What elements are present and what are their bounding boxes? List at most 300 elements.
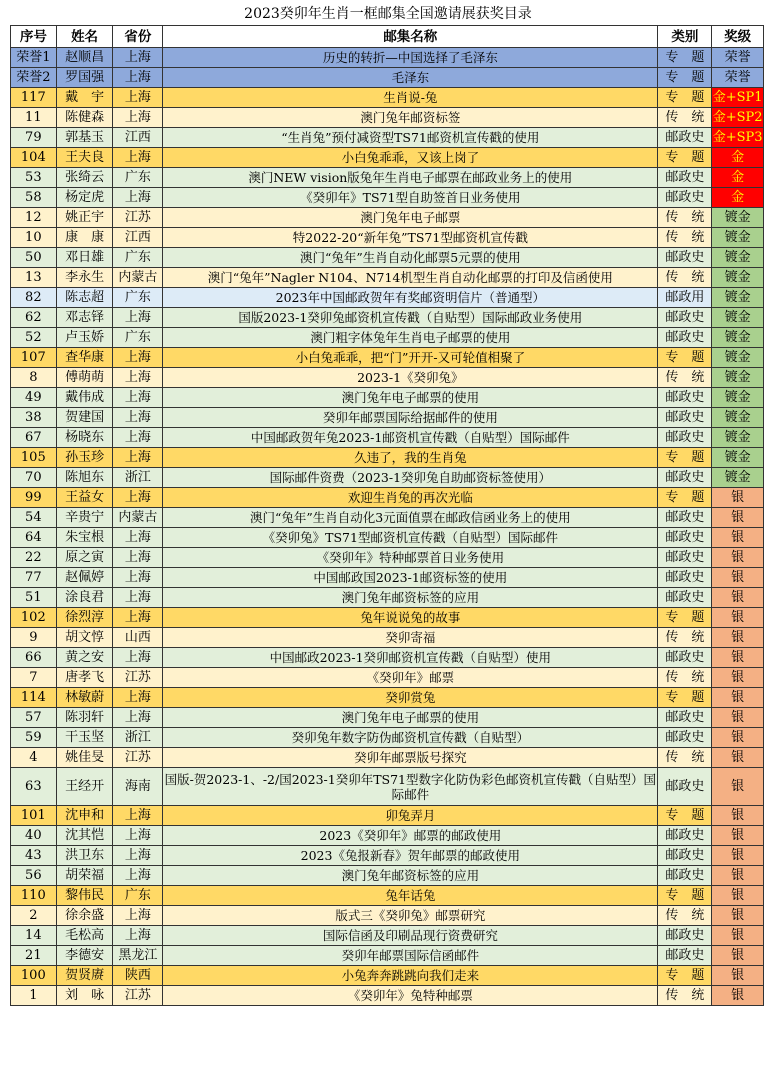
- cell-exhibit-title: 2023《兔报新春》贺年邮票的邮政使用: [163, 846, 658, 866]
- cell-award: 镀金: [712, 268, 764, 288]
- table-row: [11, 648, 764, 668]
- cell-name: 赵顺昌: [56, 48, 113, 68]
- table-row: [11, 448, 764, 468]
- cell-no: 59: [11, 728, 57, 748]
- cell-award: 荣誉: [712, 68, 764, 88]
- cell-category: 专 题: [658, 148, 712, 168]
- cell-name: 胡文惇: [56, 628, 113, 648]
- cell-category: 邮政用: [658, 288, 712, 308]
- cell-category: 邮政史: [658, 428, 712, 448]
- cell-award: 镀金: [712, 468, 764, 488]
- cell-no: 14: [11, 926, 57, 946]
- cell-award: 镀金: [712, 248, 764, 268]
- cell-category: 传 统: [658, 368, 712, 388]
- cell-exhibit-title: 2023年中国邮政贺年有奖邮资明信片（普通型）: [163, 288, 658, 308]
- cell-name: 姚佳旻: [56, 748, 113, 768]
- cell-province: 上海: [113, 528, 163, 548]
- cell-no: 49: [11, 388, 57, 408]
- cell-category: 专 题: [658, 608, 712, 628]
- cell-province: 上海: [113, 308, 163, 328]
- cell-exhibit-title: 澳门兔年电子邮票: [163, 208, 658, 228]
- cell-award: 银: [712, 946, 764, 966]
- cell-category: 传 统: [658, 906, 712, 926]
- table-row: [11, 48, 764, 68]
- table-row: [11, 528, 764, 548]
- cell-no: 1: [11, 986, 57, 1006]
- cell-award: 银: [712, 906, 764, 926]
- cell-category: 邮政史: [658, 328, 712, 348]
- cell-exhibit-title: 澳门“兔年”生肖自动化3元面值票在邮政信函业务上的使用: [163, 508, 658, 528]
- cell-exhibit-title: 国版2023-1癸卯兔邮资机宣传戳（自贴型）国际邮政业务使用: [163, 308, 658, 328]
- cell-exhibit-title: 癸卯兔年数字防伪邮资机宣传戳（自贴型）: [163, 728, 658, 748]
- cell-name: 姚正宇: [56, 208, 113, 228]
- table-row: [11, 768, 764, 806]
- header-name: 姓名: [56, 26, 113, 48]
- cell-no: 10: [11, 228, 57, 248]
- cell-category: 专 题: [658, 488, 712, 508]
- cell-no: 52: [11, 328, 57, 348]
- cell-award: 银: [712, 728, 764, 748]
- header-exhibit-title: 邮集名称: [163, 26, 658, 48]
- cell-no: 107: [11, 348, 57, 368]
- cell-exhibit-title: 中国邮政贺年兔2023-1邮资机宣传戳（自贴型）国际邮件: [163, 428, 658, 448]
- cell-name: 原之寅: [56, 548, 113, 568]
- cell-award: 银: [712, 568, 764, 588]
- cell-exhibit-title: 《癸卯年》兔特种邮票: [163, 986, 658, 1006]
- cell-no: 82: [11, 288, 57, 308]
- cell-no: 40: [11, 826, 57, 846]
- cell-exhibit-title: 2023-1《癸卯兔》: [163, 368, 658, 388]
- cell-province: 上海: [113, 806, 163, 826]
- cell-no: 105: [11, 448, 57, 468]
- cell-category: 传 统: [658, 208, 712, 228]
- cell-award: 金+SP2: [712, 108, 764, 128]
- cell-province: 江苏: [113, 668, 163, 688]
- cell-no: 11: [11, 108, 57, 128]
- cell-province: 上海: [113, 408, 163, 428]
- cell-award: 银: [712, 806, 764, 826]
- cell-exhibit-title: 《癸卯年》TS71型自助签首日业务使用: [163, 188, 658, 208]
- cell-exhibit-title: 国际信函及印刷品现行资费研究: [163, 926, 658, 946]
- cell-category: 专 题: [658, 966, 712, 986]
- cell-award: 银: [712, 846, 764, 866]
- cell-category: 邮政史: [658, 866, 712, 886]
- cell-name: 王夫良: [56, 148, 113, 168]
- cell-category: 传 统: [658, 108, 712, 128]
- table-row: [11, 806, 764, 826]
- table-row: [11, 846, 764, 866]
- cell-name: 陈志超: [56, 288, 113, 308]
- cell-province: 广东: [113, 248, 163, 268]
- cell-exhibit-title: 国版-贺2023-1、-2/国2023-1癸卯年TS71型数字化防伪彩色邮资机宣传戳（自贴型）国际邮件: [163, 768, 658, 806]
- cell-name: 黄之安: [56, 648, 113, 668]
- cell-name: 洪卫东: [56, 846, 113, 866]
- cell-name: 刘 咏: [56, 986, 113, 1006]
- cell-no: 43: [11, 846, 57, 866]
- cell-province: 上海: [113, 866, 163, 886]
- cell-exhibit-title: 澳门兔年电子邮票的使用: [163, 388, 658, 408]
- cell-name: 陈旭东: [56, 468, 113, 488]
- cell-province: 上海: [113, 48, 163, 68]
- cell-category: 邮政史: [658, 188, 712, 208]
- cell-category: 邮政史: [658, 388, 712, 408]
- cell-name: 涂良君: [56, 588, 113, 608]
- cell-exhibit-title: 欢迎生肖兔的再次光临: [163, 488, 658, 508]
- table-row: [11, 68, 764, 88]
- cell-exhibit-title: 《癸卯兔》TS71型邮资机宣传戳（自贴型）国际邮件: [163, 528, 658, 548]
- cell-no: 12: [11, 208, 57, 228]
- cell-province: 内蒙古: [113, 268, 163, 288]
- cell-name: 王益女: [56, 488, 113, 508]
- cell-category: 专 题: [658, 886, 712, 906]
- cell-name: 干玉坚: [56, 728, 113, 748]
- cell-name: 唐孝飞: [56, 668, 113, 688]
- cell-category: 邮政史: [658, 588, 712, 608]
- cell-exhibit-title: 癸卯年邮票版号探究: [163, 748, 658, 768]
- cell-name: 徐烈淳: [56, 608, 113, 628]
- cell-no: 荣誉2: [11, 68, 57, 88]
- cell-province: 江西: [113, 228, 163, 248]
- cell-award: 镀金: [712, 388, 764, 408]
- cell-no: 21: [11, 946, 57, 966]
- cell-award: 镀金: [712, 448, 764, 468]
- cell-award: 银: [712, 628, 764, 648]
- cell-no: 63: [11, 768, 57, 806]
- cell-no: 2: [11, 906, 57, 926]
- table-row: [11, 388, 764, 408]
- table-row: [11, 188, 764, 208]
- cell-category: 邮政史: [658, 168, 712, 188]
- cell-province: 上海: [113, 608, 163, 628]
- cell-award: 金+SP3: [712, 128, 764, 148]
- cell-award: 银: [712, 688, 764, 708]
- cell-award: 镀金: [712, 328, 764, 348]
- table-row: [11, 468, 764, 488]
- cell-award: 银: [712, 668, 764, 688]
- cell-category: 邮政史: [658, 946, 712, 966]
- cell-exhibit-title: 澳门兔年邮资标签的应用: [163, 588, 658, 608]
- cell-no: 4: [11, 748, 57, 768]
- cell-province: 上海: [113, 488, 163, 508]
- cell-award: 镀金: [712, 308, 764, 328]
- award-table: [10, 25, 764, 1006]
- cell-award: 镀金: [712, 288, 764, 308]
- cell-award: 银: [712, 966, 764, 986]
- cell-category: 传 统: [658, 986, 712, 1006]
- cell-category: 邮政史: [658, 926, 712, 946]
- cell-exhibit-title: 癸卯寄福: [163, 628, 658, 648]
- cell-province: 内蒙古: [113, 508, 163, 528]
- cell-name: 陈健森: [56, 108, 113, 128]
- table-row: [11, 328, 764, 348]
- cell-award: 银: [712, 648, 764, 668]
- table-row: [11, 588, 764, 608]
- cell-exhibit-title: 澳门兔年邮资标签的应用: [163, 866, 658, 886]
- cell-award: 银: [712, 588, 764, 608]
- table-row: [11, 488, 764, 508]
- cell-no: 56: [11, 866, 57, 886]
- table-row: [11, 508, 764, 528]
- cell-award: 银: [712, 986, 764, 1006]
- cell-province: 上海: [113, 588, 163, 608]
- cell-name: 邓志铎: [56, 308, 113, 328]
- cell-province: 上海: [113, 926, 163, 946]
- cell-province: 上海: [113, 88, 163, 108]
- cell-award: 银: [712, 488, 764, 508]
- cell-province: 上海: [113, 648, 163, 668]
- table-row: [11, 608, 764, 628]
- cell-name: 林敏蔚: [56, 688, 113, 708]
- cell-province: 广东: [113, 328, 163, 348]
- cell-name: 杨晓东: [56, 428, 113, 448]
- cell-name: 黎伟民: [56, 886, 113, 906]
- cell-no: 51: [11, 588, 57, 608]
- cell-province: 上海: [113, 448, 163, 468]
- table-row: [11, 628, 764, 648]
- cell-no: 7: [11, 668, 57, 688]
- cell-name: 徐余盛: [56, 906, 113, 926]
- cell-no: 70: [11, 468, 57, 488]
- cell-award: 金: [712, 168, 764, 188]
- page-title: 2023癸卯年生肖一框邮集全国邀请展获奖目录: [244, 6, 532, 22]
- table-row: [11, 866, 764, 886]
- cell-category: 专 题: [658, 448, 712, 468]
- table-row: [11, 348, 764, 368]
- cell-award: 银: [712, 768, 764, 806]
- cell-exhibit-title: 毛泽东: [163, 68, 658, 88]
- cell-category: 专 题: [658, 88, 712, 108]
- cell-exhibit-title: 小兔奔奔跳跳向我们走来: [163, 966, 658, 986]
- cell-exhibit-title: “生肖兔”预付减资型TS71邮资机宣传戳的使用: [163, 128, 658, 148]
- cell-exhibit-title: 特2022-20“新年兔”TS71型邮资机宣传戳: [163, 228, 658, 248]
- cell-category: 邮政史: [658, 708, 712, 728]
- cell-category: 专 题: [658, 688, 712, 708]
- cell-province: 上海: [113, 568, 163, 588]
- cell-no: 102: [11, 608, 57, 628]
- cell-exhibit-title: 生肖说-兔: [163, 88, 658, 108]
- cell-category: 邮政史: [658, 528, 712, 548]
- cell-province: 江苏: [113, 986, 163, 1006]
- cell-province: 上海: [113, 108, 163, 128]
- cell-exhibit-title: 久违了，我的生肖兔: [163, 448, 658, 468]
- table-row: [11, 268, 764, 288]
- cell-no: 64: [11, 528, 57, 548]
- cell-category: 邮政史: [658, 408, 712, 428]
- cell-no: 67: [11, 428, 57, 448]
- cell-no: 114: [11, 688, 57, 708]
- cell-province: 浙江: [113, 468, 163, 488]
- cell-no: 8: [11, 368, 57, 388]
- header-category: 类别: [658, 26, 712, 48]
- cell-exhibit-title: 小白兔乖乖，又该上岗了: [163, 148, 658, 168]
- cell-name: 查华康: [56, 348, 113, 368]
- table-row: [11, 926, 764, 946]
- cell-exhibit-title: 《癸卯年》邮票: [163, 668, 658, 688]
- cell-no: 110: [11, 886, 57, 906]
- cell-category: 传 统: [658, 268, 712, 288]
- cell-no: 77: [11, 568, 57, 588]
- cell-name: 戴伟成: [56, 388, 113, 408]
- cell-name: 罗国强: [56, 68, 113, 88]
- table-row: [11, 248, 764, 268]
- cell-award: 镀金: [712, 348, 764, 368]
- cell-no: 9: [11, 628, 57, 648]
- table-row: [11, 886, 764, 906]
- header-no: 序号: [11, 26, 57, 48]
- cell-award: 银: [712, 748, 764, 768]
- cell-category: 邮政史: [658, 308, 712, 328]
- cell-name: 张绮云: [56, 168, 113, 188]
- cell-category: 邮政史: [658, 728, 712, 748]
- cell-exhibit-title: 中国邮政2023-1癸卯邮资机宣传戳（自贴型）使用: [163, 648, 658, 668]
- cell-category: 传 统: [658, 668, 712, 688]
- cell-province: 上海: [113, 548, 163, 568]
- cell-name: 王经开: [56, 768, 113, 806]
- cell-exhibit-title: 中国邮政国2023-1邮资标签的使用: [163, 568, 658, 588]
- cell-province: 浙江: [113, 728, 163, 748]
- cell-name: 卢玉娇: [56, 328, 113, 348]
- cell-province: 广东: [113, 288, 163, 308]
- table-row: [11, 568, 764, 588]
- cell-name: 胡荣福: [56, 866, 113, 886]
- cell-category: 邮政史: [658, 508, 712, 528]
- cell-exhibit-title: 癸卯年邮票国际给据邮件的使用: [163, 408, 658, 428]
- cell-exhibit-title: 澳门兔年电子邮票的使用: [163, 708, 658, 728]
- cell-name: 杨定虎: [56, 188, 113, 208]
- cell-exhibit-title: 2023《癸卯年》邮票的邮政使用: [163, 826, 658, 846]
- table-row: [11, 108, 764, 128]
- cell-province: 上海: [113, 906, 163, 926]
- cell-award: 镀金: [712, 408, 764, 428]
- cell-no: 58: [11, 188, 57, 208]
- table-row: [11, 208, 764, 228]
- table-row: [11, 986, 764, 1006]
- table-row: [11, 288, 764, 308]
- cell-exhibit-title: 小白兔乖乖，把“门”开开-又可轮值相聚了: [163, 348, 658, 368]
- cell-award: 镀金: [712, 428, 764, 448]
- cell-name: 孙玉珍: [56, 448, 113, 468]
- cell-exhibit-title: 《癸卯年》特种邮票首日业务使用: [163, 548, 658, 568]
- cell-category: 邮政史: [658, 248, 712, 268]
- cell-award: 金: [712, 148, 764, 168]
- cell-name: 沈申和: [56, 806, 113, 826]
- cell-category: 邮政史: [658, 568, 712, 588]
- table-row: [11, 668, 764, 688]
- cell-no: 99: [11, 488, 57, 508]
- table-row: [11, 728, 764, 748]
- table-row: [11, 88, 764, 108]
- cell-no: 53: [11, 168, 57, 188]
- cell-province: 江苏: [113, 208, 163, 228]
- cell-award: 银: [712, 866, 764, 886]
- cell-province: 广东: [113, 168, 163, 188]
- table-row: [11, 708, 764, 728]
- cell-award: 银: [712, 826, 764, 846]
- cell-no: 57: [11, 708, 57, 728]
- cell-category: 传 统: [658, 228, 712, 248]
- table-row: [11, 906, 764, 926]
- cell-exhibit-title: 澳门兔年邮资标签: [163, 108, 658, 128]
- cell-category: 邮政史: [658, 826, 712, 846]
- table-row: [11, 368, 764, 388]
- table-row: [11, 748, 764, 768]
- cell-no: 38: [11, 408, 57, 428]
- table-row: [11, 946, 764, 966]
- cell-category: 专 题: [658, 48, 712, 68]
- cell-award: 银: [712, 548, 764, 568]
- cell-exhibit-title: 澳门粗字体兔年生肖电子邮票的使用: [163, 328, 658, 348]
- cell-award: 银: [712, 508, 764, 528]
- cell-award: 荣誉: [712, 48, 764, 68]
- cell-name: 傅萌萌: [56, 368, 113, 388]
- cell-no: 22: [11, 548, 57, 568]
- cell-award: 镀金: [712, 368, 764, 388]
- cell-category: 专 题: [658, 806, 712, 826]
- cell-name: 辛贵宁: [56, 508, 113, 528]
- cell-no: 104: [11, 148, 57, 168]
- table-row: [11, 548, 764, 568]
- cell-name: 邓日雄: [56, 248, 113, 268]
- header-award: 奖级: [712, 26, 764, 48]
- table-row: [11, 308, 764, 328]
- table-row: [11, 148, 764, 168]
- cell-award: 银: [712, 528, 764, 548]
- table-row: [11, 408, 764, 428]
- cell-no: 62: [11, 308, 57, 328]
- cell-name: 贺建国: [56, 408, 113, 428]
- cell-province: 广东: [113, 886, 163, 906]
- cell-award: 金: [712, 188, 764, 208]
- cell-province: 上海: [113, 846, 163, 866]
- table-row: [11, 966, 764, 986]
- cell-category: 邮政史: [658, 128, 712, 148]
- cell-category: 邮政史: [658, 468, 712, 488]
- cell-no: 荣誉1: [11, 48, 57, 68]
- cell-category: 传 统: [658, 748, 712, 768]
- cell-award: 镀金: [712, 208, 764, 228]
- cell-category: 专 题: [658, 68, 712, 88]
- cell-name: 贺贤赓: [56, 966, 113, 986]
- table-row: [11, 128, 764, 148]
- cell-exhibit-title: 澳门NEW vision版兔年生肖电子邮票在邮政业务上的使用: [163, 168, 658, 188]
- cell-name: 朱宝根: [56, 528, 113, 548]
- cell-exhibit-title: 癸卯年邮票国际信函邮件: [163, 946, 658, 966]
- cell-name: 李永生: [56, 268, 113, 288]
- cell-category: 邮政史: [658, 768, 712, 806]
- cell-award: 金+SP1: [712, 88, 764, 108]
- cell-category: 邮政史: [658, 846, 712, 866]
- cell-exhibit-title: 历史的转折—中国选择了毛泽东: [163, 48, 658, 68]
- cell-name: 陈羽轩: [56, 708, 113, 728]
- cell-exhibit-title: 兔年说说兔的故事: [163, 608, 658, 628]
- cell-province: 上海: [113, 688, 163, 708]
- cell-province: 上海: [113, 826, 163, 846]
- cell-no: 117: [11, 88, 57, 108]
- cell-no: 50: [11, 248, 57, 268]
- cell-name: 毛松高: [56, 926, 113, 946]
- cell-no: 66: [11, 648, 57, 668]
- cell-award: 银: [712, 608, 764, 628]
- cell-province: 上海: [113, 348, 163, 368]
- cell-exhibit-title: 兔年话兔: [163, 886, 658, 906]
- cell-province: 海南: [113, 768, 163, 806]
- cell-province: 上海: [113, 708, 163, 728]
- cell-name: 赵佩婷: [56, 568, 113, 588]
- cell-no: 13: [11, 268, 57, 288]
- cell-exhibit-title: 国际邮件资费（2023-1癸卯兔自助邮资标签使用）: [163, 468, 658, 488]
- table-row: [11, 688, 764, 708]
- cell-award: 银: [712, 886, 764, 906]
